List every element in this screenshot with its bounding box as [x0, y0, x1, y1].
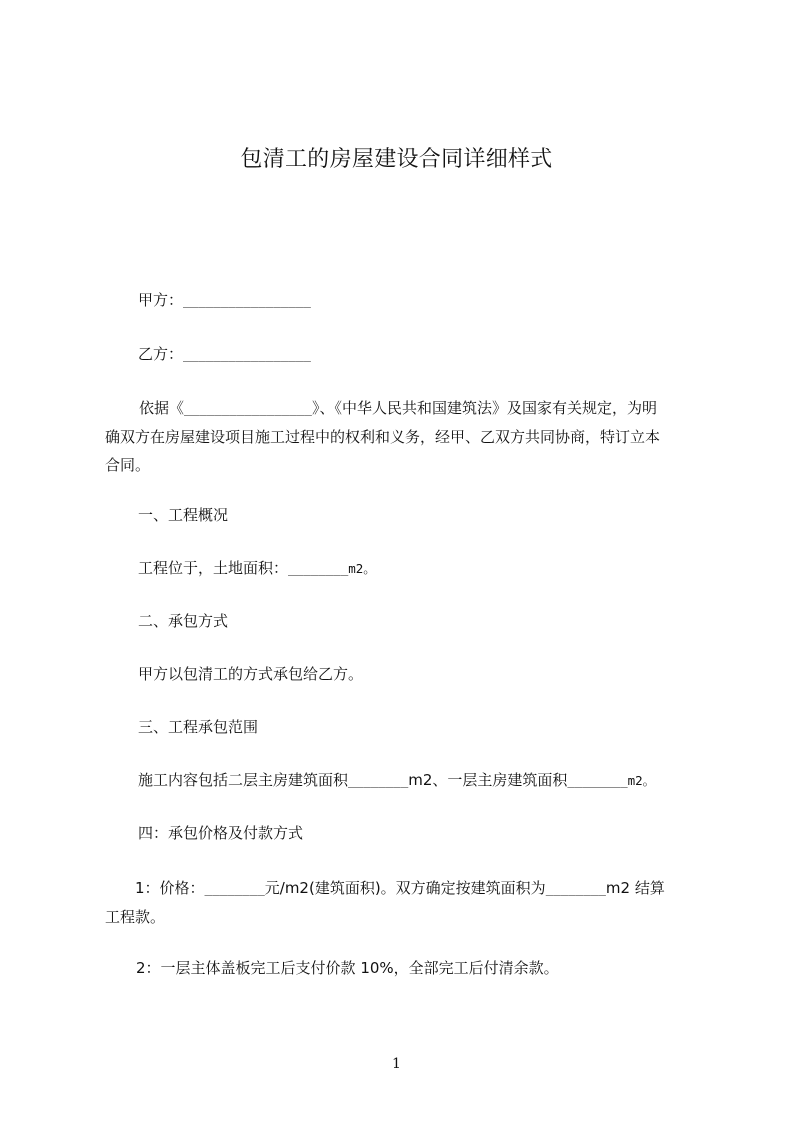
preamble-line-1: 依据《_________________》、《中华人民共和国建筑法》及国家有关规定，为明 — [139, 399, 657, 417]
section-2-heading: 二、承包方式 — [138, 612, 229, 630]
section-1-heading: 一、工程概况 — [138, 506, 229, 524]
preamble-paragraph — [105, 394, 700, 479]
document-title: 包清工的房屋建设合同详细样式 — [240, 147, 553, 172]
section-4-heading: 四：承包价格及付款方式 — [138, 824, 304, 842]
party-a-blank: _________________ — [183, 293, 311, 308]
settlement-area-blank: ________ — [545, 881, 606, 896]
party-b-label: 乙方： — [138, 345, 184, 363]
preamble-law-blank: _________________ — [184, 401, 312, 416]
preamble-line-3: 合同。 — [105, 456, 151, 474]
preamble-line-2: 确双方在房屋建设项目施工过程中的权利和义务，经甲、乙双方共同协商，特订立本 — [105, 428, 661, 446]
unit-price-blank: ________ — [204, 881, 265, 896]
section-2-body: 甲方以包清工的方式承包给乙方。 — [138, 665, 364, 683]
party-b-blank: _________________ — [183, 347, 311, 362]
price-line-1: 1：价格：________元/m2(建筑面积)。双方确定按建筑面积为________m2 结算 — [135, 879, 665, 897]
party-a-line — [138, 290, 311, 311]
second-floor-area-blank: ________ — [348, 773, 409, 788]
section-1-body: 工程位于，土地面积：________m2。 — [138, 559, 376, 577]
land-area-blank: ________ — [288, 561, 349, 576]
section-3-body: 施工内容包括二层主房建筑面积________m2、一层主房建筑面积________m2。 — [138, 771, 656, 789]
section-4-item-2: 2：一层主体盖板完工后支付价款 10%，全部完工后付清余款。 — [136, 959, 559, 977]
price-line-2: 工程款。 — [105, 908, 166, 926]
section-3-heading: 三、工程承包范围 — [138, 718, 259, 736]
party-a-label: 甲方： — [138, 291, 184, 309]
page-number: 1 — [392, 1056, 401, 1072]
section-4-item-1 — [105, 874, 700, 931]
party-b-line — [138, 344, 311, 365]
first-floor-area-blank: ________ — [567, 773, 628, 788]
